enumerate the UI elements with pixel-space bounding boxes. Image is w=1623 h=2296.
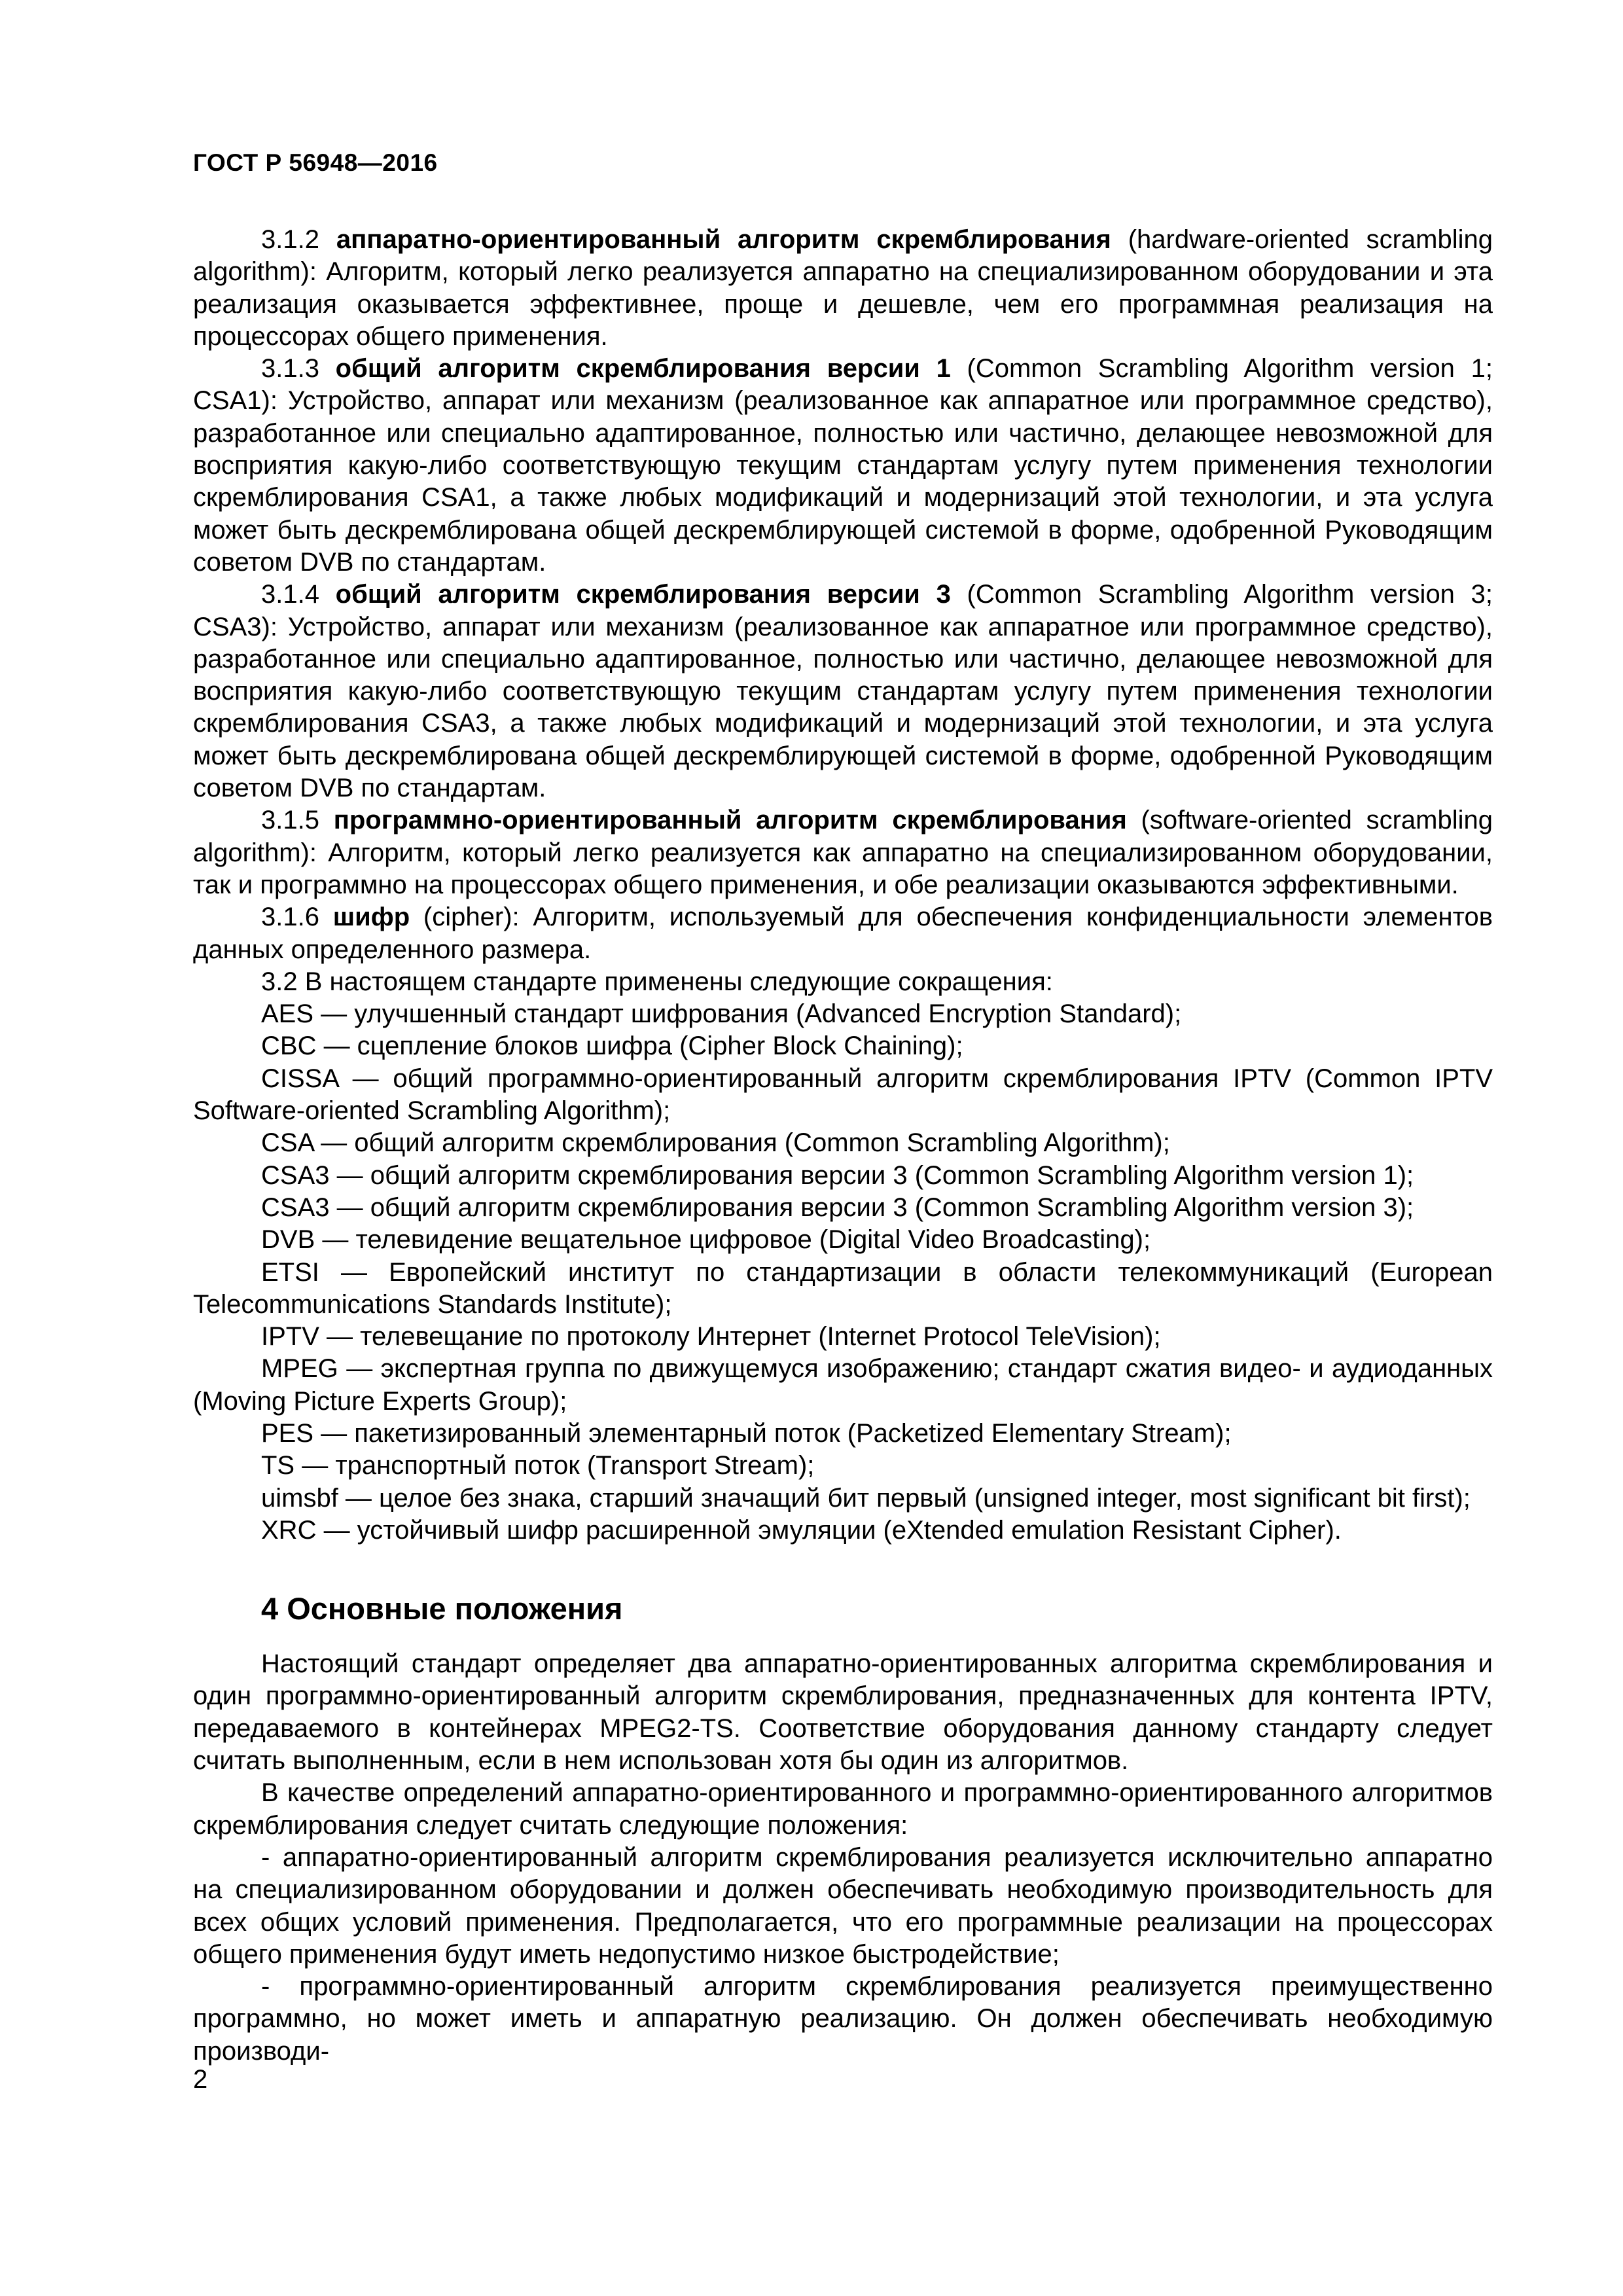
abbreviation-item: CISSA — общий программно-ориентированный алгоритм скремблирования IPTV (Common IPTV Software-oriented Scrambling Algorithm); — [193, 1064, 1493, 1126]
definition-text: (Common Scrambling Algorithm version 1; CSA1): Устройство, аппарат или механизм (реализованное как аппаратное или программное средство), разработанное или специально адаптированное, полностью или частично, делающее невозможной для восприятия какую-либо соответствующую текущим стандартам услугу путем применения технологии скремблирования CSA1, а также любых модификаций и модернизаций этой технологии, и эта услуга может быть дескремблирована общей дескремблирующей системой в форме, одобренной Руководящим советом DVB по стандартам. — [193, 354, 1493, 577]
abbreviation-item: PES — пакетизированный элементарный поток (Packetized Elementary Stream); — [261, 1418, 1232, 1448]
abbreviation-item: CBC — сцепление блоков шифра (Cipher Block Chaining); — [261, 1031, 963, 1061]
definition-number: 3.1.2 — [261, 225, 319, 254]
definition-number: 3.1.6 — [261, 903, 319, 932]
document-header: ГОСТ Р 56948—2016 — [193, 149, 438, 176]
definition-number: 3.1.4 — [261, 580, 319, 609]
definition-3-1-6 — [193, 901, 1493, 966]
abbreviation-item: TS — транспортный поток (Transport Stream); — [261, 1451, 815, 1480]
definition-term: шифр — [332, 903, 410, 932]
definition-text: (software-oriented scrambling algorithm): Алгоритм, который легко реализуется как аппаратно на специализированном оборудовании, так и программно на процессорах общего применения, и обе реализации оказываются эффективными. — [193, 806, 1493, 899]
definition-term: общий алгоритм скремблирования версии 3 — [335, 580, 951, 609]
abbreviation-item: IPTV — телевещание по протоколу Интернет (Internet Protocol TeleVision); — [261, 1322, 1161, 1352]
definition-text: (cipher): Алгоритм, используемый для обеспечения конфиденциальности элементов данных определенного размера. — [193, 903, 1493, 964]
section-4-paragraph: В качестве определений аппаратно-ориентированного и программно-ориентированного алгоритмов скремблирования следует считать следующие положения: — [193, 1778, 1493, 1840]
abbreviation-item: uimsbf — целое без знака, старший значащий бит первый (unsigned integer, most significant bit first); — [261, 1483, 1471, 1513]
definition-3-1-2 — [193, 224, 1493, 353]
definition-term: аппаратно-ориентированный алгоритм скремблирования — [336, 225, 1111, 254]
definition-3-1-3 — [193, 353, 1493, 579]
abbreviations-intro: 3.2 В настоящем стандарте применены следующие сокращения: — [261, 967, 1053, 996]
abbreviation-item: ETSI — Европейский институт по стандартизации в области телекоммуникаций (European Telecommunications Standards Institute); — [193, 1257, 1493, 1319]
definition-term: общий алгоритм скремблирования версии 1 — [335, 354, 951, 384]
section-4-paragraph: Настоящий стандарт определяет два аппаратно-ориентированных алгоритма скремблирования и один программно-ориентированный алгоритм скремблирования, предназначенных для контента IPTV, передаваемого в контейнерах MPEG2-TS. Соответствие оборудования данному стандарту следует считать выполненным, если в нем использован хотя бы один из алгоритмов. — [193, 1649, 1493, 1776]
definition-term: программно-ориентированный алгоритм скремблирования — [333, 806, 1127, 835]
abbreviation-item: CSA — общий алгоритм скремблирования (Common Scrambling Algorithm); — [261, 1128, 1170, 1158]
section-4-heading: 4 Основные положения — [261, 1591, 623, 1626]
definition-text: (hardware-oriented scrambling algorithm): Алгоритм, который легко реализуется аппаратно на специализированном оборудовании и эта реализация оказывается эффективнее, проще и дешевле, чем его программная реализация на процессорах общего применения. — [193, 225, 1493, 351]
abbreviation-item: XRC — устойчивый шифр расширенной эмуляции (eXtended emulation Resistant Cipher). — [261, 1515, 1342, 1545]
definition-text: (Common Scrambling Algorithm version 3; CSA3): Устройство, аппарат или механизм (реализованное как аппаратное или программное средство), разработанное или специально адаптированное, полностью или частично, делающее невозможной для восприятия какую-либо соответствующую текущим стандартам услугу путем применения технологии скремблирования CSA3, а также любых модификаций и модернизаций этой технологии, и эта услуга может быть дескремблирована общей дескремблирующей системой в форме, одобренной Руководящим советом DVB по стандартам. — [193, 580, 1493, 803]
definition-3-1-4 — [193, 579, 1493, 804]
abbreviation-item: DVB — телевидение вещательное цифровое (Digital Video Broadcasting); — [261, 1225, 1151, 1255]
abbreviation-item: AES — улучшенный стандарт шифрования (Advanced Encryption Standard); — [261, 999, 1182, 1029]
document-body — [193, 224, 1493, 2068]
abbreviation-item: MPEG — экспертная группа по движущемуся изображению; стандарт сжатия видео- и аудиоданных (Moving Picture Experts Group); — [193, 1354, 1493, 1416]
section-4-list-item: - программно-ориентированный алгоритм скремблирования реализуется преимущественно программно, но может иметь и аппаратную реализацию. Он должен обеспечивать необходимую производи- — [193, 1972, 1493, 2066]
definition-3-1-5 — [193, 804, 1493, 901]
page-number: 2 — [193, 2065, 208, 2094]
abbreviation-item: CSA3 — общий алгоритм скремблирования версии 3 (Common Scrambling Algorithm version 3); — [261, 1193, 1414, 1222]
definition-number: 3.1.3 — [261, 354, 319, 384]
section-4-list-item: - аппаратно-ориентированный алгоритм скремблирования реализуется исключительно аппаратно на специализированном оборудовании и должен обеспечивать необходимую производительность для всех общих условий применения. Предполагается, что его программные реализации на процессорах общего применения будут иметь недопустимо низкое быстродействие; — [193, 1842, 1493, 1969]
definition-number: 3.1.5 — [261, 806, 319, 835]
abbreviation-item: CSA3 — общий алгоритм скремблирования версии 3 (Common Scrambling Algorithm version 1); — [261, 1160, 1414, 1190]
